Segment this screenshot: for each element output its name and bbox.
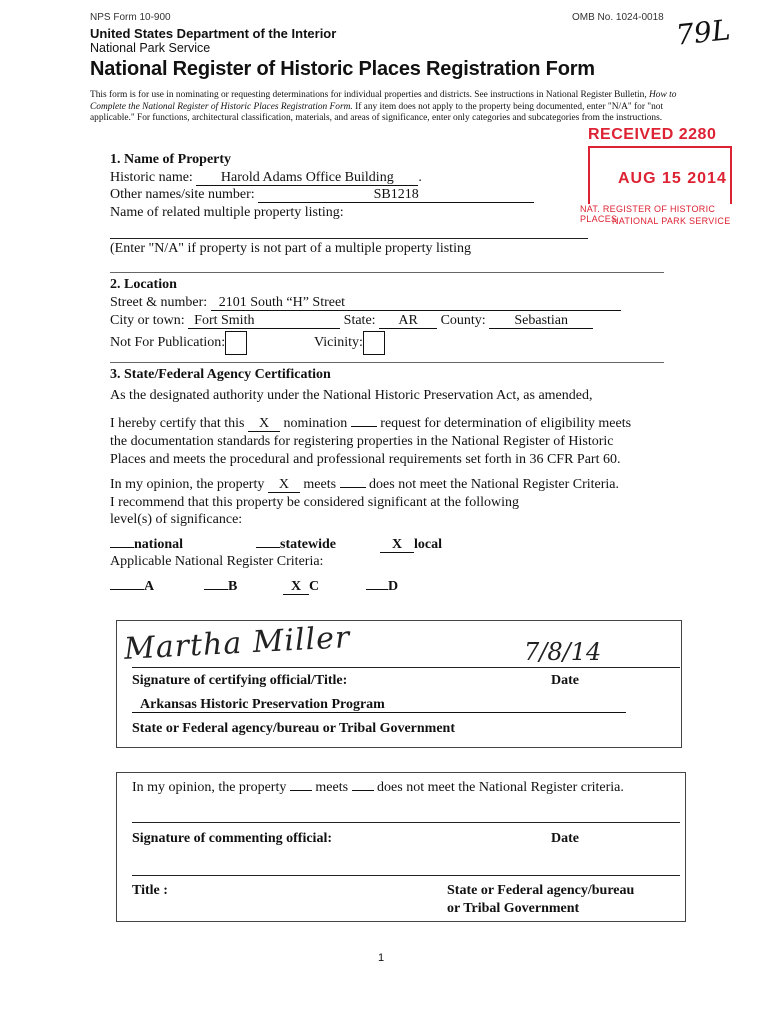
- city-label: City or town:: [110, 313, 185, 328]
- criterion-b-mark[interactable]: [204, 589, 228, 590]
- section-divider-1: [110, 272, 664, 273]
- comment-opinion-line: [132, 780, 624, 796]
- date-handwriting: 7/8/14: [524, 638, 602, 666]
- does-not-meet-label: does not meet the National Register Criteria.: [365, 477, 620, 492]
- criterion-c: [283, 579, 319, 595]
- comment-title-label: Title :: [132, 883, 168, 898]
- stamp-received: RECEIVED 2280: [588, 126, 717, 143]
- comment-title-line[interactable]: [132, 875, 680, 876]
- received-stamp: [578, 120, 738, 232]
- vicinity-row: [314, 331, 385, 355]
- other-names-field[interactable]: SB1218: [258, 188, 534, 203]
- comment-date-label: Date: [551, 831, 579, 846]
- state-label: State:: [343, 313, 376, 328]
- other-names-row: [110, 187, 534, 203]
- page-number: 1: [378, 952, 385, 964]
- cert-line-3: the documentation standards for registering properties in the National Register of Historic: [110, 434, 614, 449]
- street-field[interactable]: [211, 296, 621, 311]
- street-label: Street & number:: [110, 295, 208, 310]
- opinion-intro: In my opinion, the property: [110, 477, 268, 492]
- not-for-publication-label: Not For Publication:: [110, 335, 226, 351]
- opinion-line: [110, 477, 619, 493]
- comment-agency-line-2: or Tribal Government: [447, 901, 580, 916]
- level-national: [110, 537, 183, 553]
- meets-label: meets: [299, 477, 340, 492]
- comment-meets-mark[interactable]: [290, 790, 312, 791]
- level-local: [380, 537, 442, 553]
- vicinity-label: Vicinity:: [314, 335, 363, 351]
- criterion-b: [204, 579, 237, 595]
- comment-sig-label: Signature of commenting official:: [132, 831, 332, 846]
- signature-line[interactable]: [132, 667, 680, 668]
- request-mark[interactable]: [351, 426, 377, 427]
- city-row: [110, 313, 593, 329]
- intro-bulletin-title: How to Complete the National Register of Historic Places Registration Form.: [90, 90, 677, 112]
- publication-row: [110, 331, 247, 355]
- nomination-label: nomination: [280, 416, 351, 431]
- related-listing-field[interactable]: [110, 238, 588, 239]
- section-3-heading: 3. State/Federal Agency Certification: [110, 367, 331, 382]
- national-mark[interactable]: [110, 547, 134, 548]
- historic-name-row: Historic name: Harold Adams Office Building .: [110, 170, 422, 185]
- omb-number: OMB No. 1024-0018: [572, 12, 664, 23]
- county-label: County:: [440, 313, 486, 328]
- levels-line: level(s) of significance:: [110, 512, 243, 527]
- street-value: 2101 South “H” Street: [218, 295, 346, 310]
- section-divider-2: [110, 362, 664, 363]
- stamp-nps: NATIONAL PARK SERVICE: [612, 216, 731, 226]
- cert-line-4: Places and meets the procedural and professional requirements set forth in 36 CFR Part 60.: [110, 452, 621, 467]
- service-name: National Park Service: [90, 41, 211, 55]
- comment-meets-label: meets: [311, 780, 352, 795]
- local-mark[interactable]: X: [380, 538, 414, 553]
- program-field[interactable]: [132, 698, 626, 713]
- agency-label: State or Federal agency/bureau or Tribal Government: [132, 721, 456, 736]
- criterion-a-mark[interactable]: [110, 589, 144, 590]
- historic-name-label: Historic name:: [110, 170, 193, 185]
- stamp-date: AUG 15 2014: [618, 170, 727, 187]
- statewide-mark[interactable]: [256, 547, 280, 548]
- statewide-label: statewide: [280, 537, 336, 552]
- recommend-line: I recommend that this property be considered significant at the following: [110, 495, 519, 510]
- criterion-d-label: D: [388, 579, 399, 594]
- section-1-heading: 1. Name of Property: [110, 152, 232, 167]
- not-for-publication-checkbox[interactable]: [225, 331, 247, 355]
- request-label: request for determination of eligibility meets: [376, 416, 632, 431]
- sig-official-label: Signature of certifying official/Title:: [132, 673, 348, 688]
- city-value: Fort Smith: [194, 313, 255, 328]
- stamp-register: NAT. REGISTER OF HISTORIC PLACES: [580, 204, 738, 224]
- criterion-a: [110, 579, 154, 595]
- section-2-heading: 2. Location: [110, 277, 177, 292]
- sig-date-label: Date: [551, 673, 579, 688]
- nomination-mark[interactable]: X: [248, 417, 280, 432]
- criteria-label: Applicable National Register Criteria:: [110, 554, 324, 569]
- na-note: (Enter "N/A" if property is not part of a multiple property listing: [110, 241, 471, 256]
- other-names-label: Other names/site number:: [110, 187, 255, 202]
- comment-does-not-mark[interactable]: [352, 790, 374, 791]
- criterion-d: [366, 579, 398, 595]
- criterion-c-mark[interactable]: X: [283, 580, 309, 595]
- cert-intro: I hereby certify that this: [110, 416, 249, 431]
- local-label: local: [414, 537, 442, 552]
- level-statewide: [256, 537, 336, 553]
- criterion-a-label: A: [144, 579, 155, 594]
- form-number: NPS Form 10-900: [90, 12, 171, 23]
- comment-opinion-intro: In my opinion, the property: [132, 780, 290, 795]
- criterion-d-mark[interactable]: [366, 589, 388, 590]
- intro-text-1: This form is for use in nominating or requesting determinations for individual properties and districts. See instructions in National Register Bulletin,: [90, 90, 650, 100]
- related-listing-label: Name of related multiple property listing:: [110, 205, 344, 220]
- criterion-b-label: B: [228, 579, 238, 594]
- meets-mark[interactable]: X: [268, 478, 300, 493]
- county-field[interactable]: Sebastian: [489, 314, 593, 329]
- vicinity-checkbox[interactable]: [363, 331, 385, 355]
- state-field[interactable]: AR: [379, 314, 437, 329]
- intro-text-2: If any item does not apply to the property being documented, enter "N/A" for "not applicable." For functions, architectural classification, materials, and areas of significance, enter only categories and subcategories from the instructions.: [90, 101, 664, 124]
- program-value: Arkansas Historic Preservation Program: [140, 697, 385, 712]
- does-not-meet-mark[interactable]: [340, 487, 366, 488]
- page-title: National Register of Historic Places Registration Form: [90, 58, 595, 80]
- agency-name: United States Department of the Interior: [90, 26, 337, 41]
- comment-signature-line[interactable]: [132, 822, 680, 823]
- handwritten-ref: 79L: [674, 13, 732, 52]
- comment-does-not-label: does not meet the National Register criteria.: [373, 780, 624, 795]
- cert-line-1: As the designated authority under the National Historic Preservation Act, as amended,: [110, 388, 593, 403]
- city-field[interactable]: [188, 314, 340, 329]
- comment-agency-line-1: State or Federal agency/bureau: [447, 883, 635, 898]
- cert-line-2: [110, 416, 631, 432]
- national-label: national: [134, 537, 184, 552]
- criterion-c-label: C: [309, 579, 320, 594]
- program-row: [132, 697, 626, 713]
- street-row: [110, 295, 621, 311]
- signature-handwriting: Martha Miller: [123, 620, 352, 667]
- historic-name-field[interactable]: Harold Adams Office Building: [196, 171, 418, 186]
